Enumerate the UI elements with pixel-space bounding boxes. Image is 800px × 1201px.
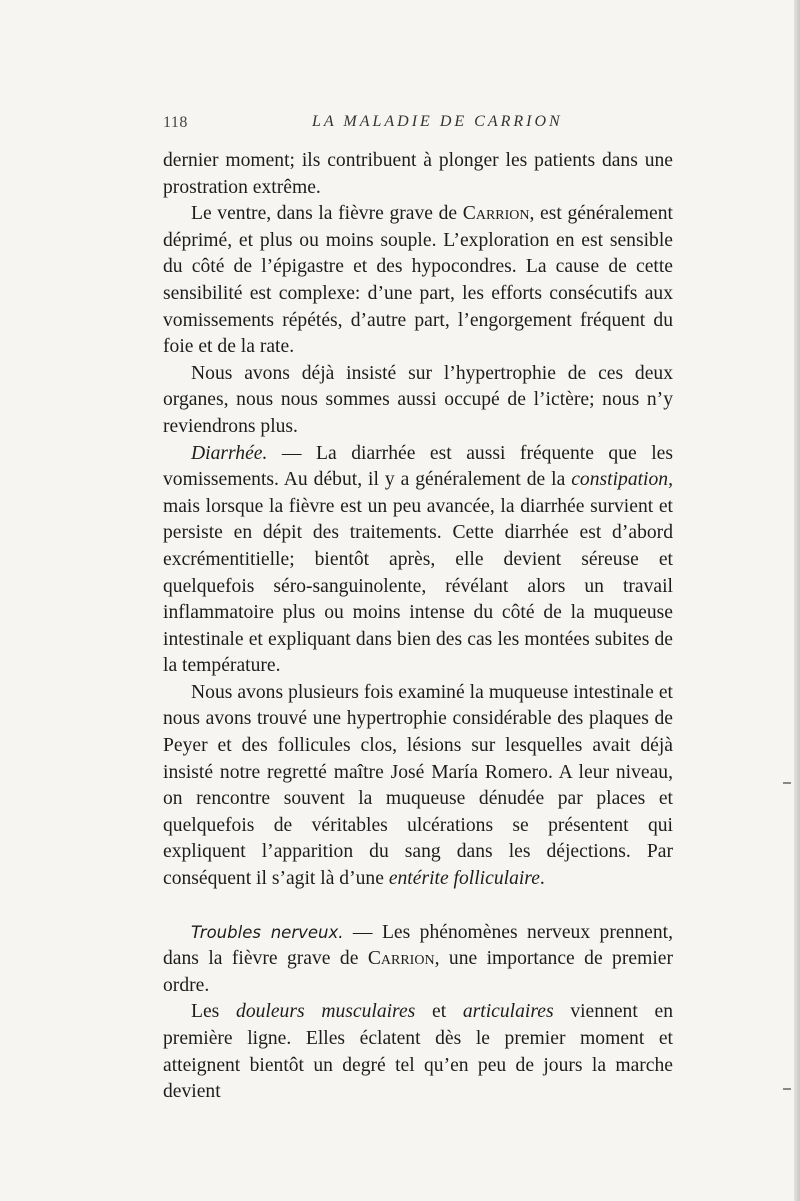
emphasis-constipation: constipation, <box>571 469 673 491</box>
paragraph-6-text-b: , une importance de premier ordre. <box>163 948 673 996</box>
author-name: Carrion <box>367 948 435 970</box>
paragraph-diarrhee <box>163 441 673 680</box>
emphasis-enterite: entérite folliculaire <box>388 868 540 890</box>
emphasis-douleurs: douleurs musculaires <box>236 1001 416 1023</box>
paragraph-2-text-a: Le ventre, dans la fièvre grave de <box>191 203 463 225</box>
paragraph-1 <box>163 148 673 201</box>
paragraph-7 <box>163 999 673 1105</box>
body-text <box>163 148 673 1106</box>
page-number: 118 <box>163 114 188 131</box>
section-spacer <box>163 893 673 920</box>
paragraph-2-text-b: , est généralement déprimé, et plus ou moins souple. L’exploration en est sensible du côté de l’épigastre et des hypocondres. La cause de cette sensibilité est complexe: d’une part, les efforts consécutifs aux vomissements répétés, d’autre part, l’engorgement fréquent du foie et de la rate. <box>163 203 673 358</box>
paragraph-1-text: dernier moment; ils contribuent à plonger les patients dans une prostration extrême. <box>163 150 673 198</box>
paragraph-troubles-nerveux <box>163 920 673 1000</box>
paragraph-5-text-b: . <box>539 868 545 890</box>
paragraph-3-text: Nous avons déjà insisté sur l’hypertrophie de ces deux organes, nous nous sommes aussi occupé de l’ictère; nous n’y reviendrons plus. <box>163 362 673 437</box>
paragraph-3 <box>163 361 673 441</box>
edge-mark <box>783 782 791 784</box>
author-name: Carrion <box>462 203 530 225</box>
paragraph-4-text-a: — La diarrhée est aussi fréquente que les vomissements. Au début, il y a généralement de la <box>163 442 673 491</box>
section-heading-troubles-nerveux: Troubles nerveux. <box>191 922 344 942</box>
paragraph-7-text-b: et <box>415 1001 463 1023</box>
paragraph-7-text-a: Les <box>191 1001 237 1023</box>
paragraph-2 <box>163 201 673 361</box>
paragraph-4-text-b: mais lorsque la fièvre est un peu avancée, la diarrhée survient et persiste en dépit des traitements. Cette diarrhée est d’abord excrémentitielle; bientôt après, elle devient séreuse et quelquefois séro-sanguinolente, révélant alors un travail inflammatoire plus ou moins intense du côté de la muqueuse intestinale et expliquant dans bien des cas les montées subites de la température. <box>163 495 673 677</box>
paragraph-7-text-c: viennent en première ligne. Elles éclatent dès le premier moment et atteignent bientôt un degré tel qu’en peu de jours la marche devient <box>163 1001 673 1103</box>
section-heading-diarrhee: Diarrhée. <box>191 442 268 464</box>
paragraph-6-text-a: — Les phénomènes nerveux prennent, dans la fièvre grave de <box>163 921 674 970</box>
paragraph-5-text-a: Nous avons plusieurs fois examiné la muqueuse intestinale et nous avons trouvé une hypertrophie considérable des plaques de Peyer et des follicules clos, lésions sur lesquelles avait déjà insisté notre regretté maître José María Romero. A leur niveau, on rencontre souvent la muqueuse dénudée par places et quelquefois de véritables ulcérations se présentent qui expliquent l’apparition du sang dans les déjections. Par conséquent il s’agit là d’une <box>163 681 673 890</box>
page-edge-shadow <box>794 0 800 1201</box>
emphasis-articulaires: articulaires <box>462 1001 554 1023</box>
running-title: LA MALADIE DE CARRION <box>312 113 563 130</box>
edge-mark <box>783 1088 791 1090</box>
paragraph-5 <box>163 680 673 893</box>
